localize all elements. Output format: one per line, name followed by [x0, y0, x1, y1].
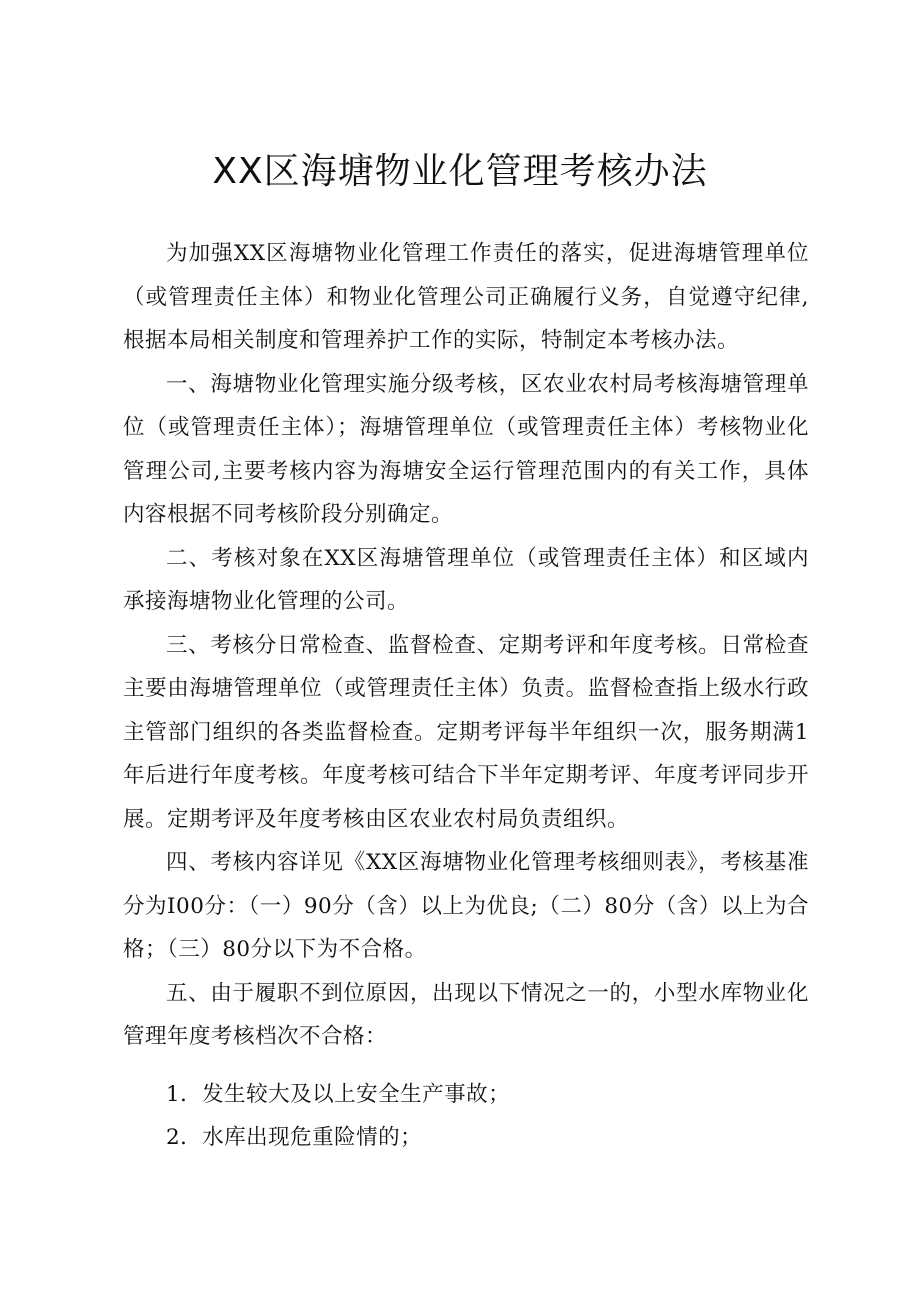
document-body [123, 232, 809, 1160]
paragraph-section-3: 三、考核分日常检查、监督检查、定期考评和年度考核。日常检查主要由海塘管理单位（或管理责任主体）负责。监督检查指上级水行政主管部门组织的各类监督检查。定期考评每半年组织一次，服务期满1年后进行年度考核。年度考核可结合下半年定期考评、年度考评同步开展。定期考评及年度考核由区农业农村局负责组织。 [123, 632, 809, 832]
list-item: 2．水库出现危重险情的； [166, 1125, 423, 1150]
paragraph-section-4: 四、考核内容详见《XX区海塘物业化管理考核细则表》，考核基准分为I00分：（一）90分（含）以上为优良;（二）80分（含）以上为合格；（三）80分以下为不合格。 [123, 850, 809, 962]
paragraph-section-1: 一、海塘物业化管理实施分级考核，区农业农村局考核海塘管理单位（或管理责任主体）；海塘管理单位（或管理责任主体）考核物业化管理公司,主要考核内容为海塘安全运行管理范围内的有关工作，具体内容根据不同考核阶段分别确定。 [123, 371, 809, 527]
condition-list [123, 1073, 809, 1160]
paragraph-intro: 为加强XX区海塘物业化管理工作责任的落实，促进海塘管理单位（或管理责任主体）和物业化管理公司正确履行义务，自觉遵守纪律,根据本局相关制度和管理养护工作的实际，特制定本考核办法。 [123, 241, 809, 353]
paragraph-section-5: 五、由于履职不到位原因，出现以下情况之一的，小型水库物业化管理年度考核档次不合格： [123, 980, 809, 1049]
list-item: 1．发生较大及以上安全生产事故； [166, 1081, 511, 1107]
document-title: XX区海塘物业化管理考核办法 [212, 151, 708, 192]
paragraph-section-2: 二、考核对象在XX区海塘管理单位（或管理责任主体）和区域内承接海塘物业化管理的公司。 [123, 545, 809, 614]
